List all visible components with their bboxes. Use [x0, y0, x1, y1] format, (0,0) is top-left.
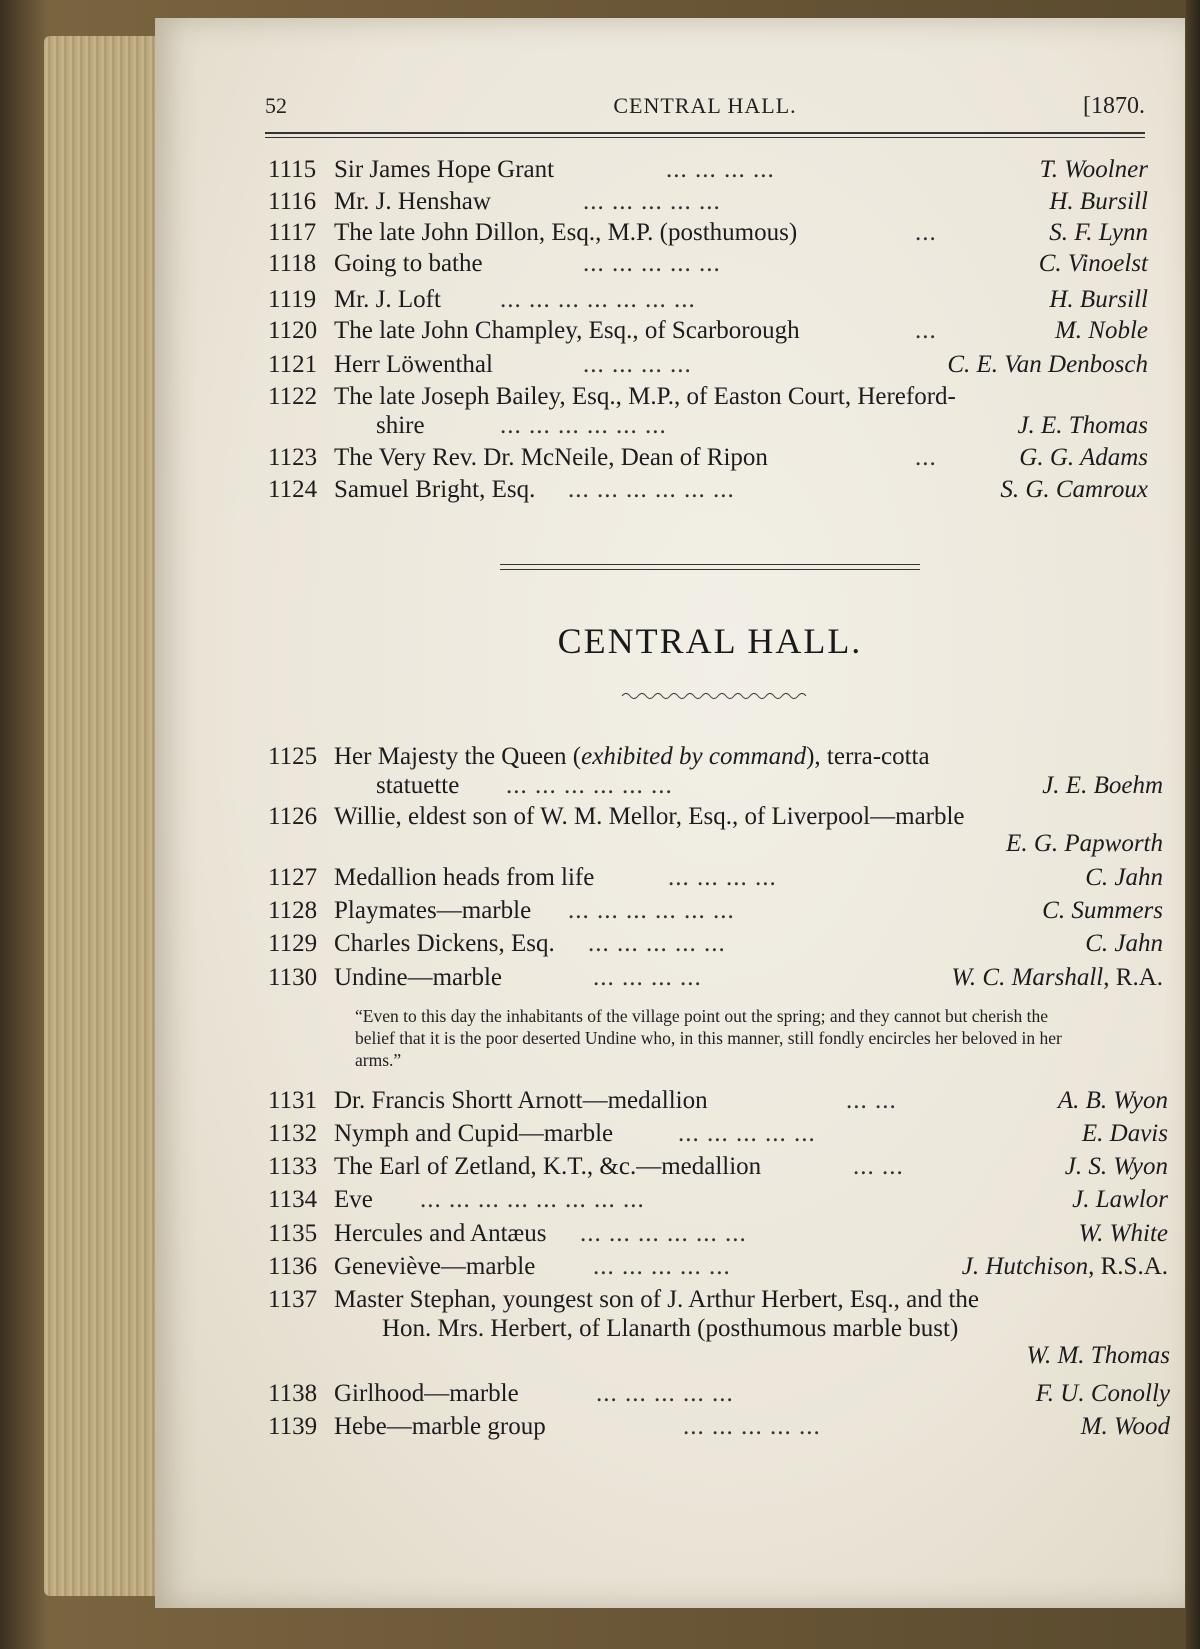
entry-title: Sir James Hope Grant: [334, 156, 555, 183]
entry-number: 1136: [268, 1253, 318, 1280]
leader-dots: ... ... ... ... ... ... ... ...: [420, 1186, 645, 1213]
entry-title: Willie, eldest son of W. M. Mellor, Esq., of Liverpool—marble: [334, 803, 965, 830]
catalogue-entry: [268, 1087, 1168, 1119]
entry-number: 1131: [268, 1087, 318, 1114]
catalogue-entry: [268, 1286, 1170, 1318]
catalogue-entry-continuation: [268, 830, 1163, 862]
leader-dots: ... ... ... ... ...: [678, 1120, 816, 1147]
entry-artist: J. E. Boehm: [1042, 772, 1163, 799]
leader-dots: ... ... ... ...: [583, 351, 692, 378]
entry-title: Herr Löwenthal: [334, 351, 493, 378]
catalogue-entry: [268, 1186, 1168, 1218]
leader-dots: ... ... ... ...: [593, 964, 702, 991]
entry-artist: [951, 964, 1163, 992]
running-header: [265, 93, 1145, 123]
entry-artist: C. Vinoelst: [1038, 250, 1148, 277]
header-rule-thick: [265, 132, 1145, 134]
catalogue-entry: [268, 1380, 1170, 1412]
entry-number: 1123: [268, 444, 318, 471]
entry-title: The Very Rev. Dr. McNeile, Dean of Ripon: [334, 444, 768, 471]
leader-dots: ... ... ... ... ...: [593, 1253, 731, 1280]
entry-artist: W. M. Thomas: [1026, 1342, 1170, 1369]
entry-artist: C. E. Van Denbosch: [947, 351, 1148, 378]
entry-title: [334, 743, 930, 771]
entry-artist: W. White: [1078, 1220, 1168, 1247]
entry-title-continued: Hon. Mrs. Herbert, of Llanarth (posthumous marble bust): [382, 1315, 959, 1342]
leader-dots: ... ... ... ... ...: [588, 930, 726, 957]
leader-dots: ... ... ... ...: [666, 156, 775, 183]
entry-number: 1133: [268, 1153, 318, 1180]
entry-artist: T. Woolner: [1039, 156, 1148, 183]
entry-title: Undine—marble: [334, 964, 503, 991]
catalogue-entry: [268, 250, 1148, 282]
catalogue-entry: [268, 1153, 1168, 1185]
catalogue-entry: [268, 219, 1148, 251]
entry-title: Hebe—marble group: [334, 1413, 546, 1440]
entry-artist: [962, 1253, 1168, 1281]
catalogue-entry: [268, 743, 1163, 775]
catalogue-entry: [268, 897, 1163, 929]
entry-title: Eve: [334, 1186, 373, 1213]
entry-title-italic: exhibited by command: [581, 743, 807, 770]
entry-artist: M. Wood: [1080, 1413, 1170, 1440]
entry-title: Nymph and Cupid—marble: [334, 1120, 614, 1147]
entry-title: Master Stephan, youngest son of J. Arthur Herbert, Esq., and the: [334, 1286, 980, 1313]
entry-artist: E. Davis: [1081, 1120, 1168, 1147]
entry-title: Playmates—marble: [334, 897, 532, 924]
catalogue-entry-continuation: [268, 1342, 1170, 1374]
entry-artist: C. Jahn: [1085, 930, 1163, 957]
entry-artist: J. Lawlor: [1072, 1186, 1168, 1213]
entry-number: 1119: [268, 286, 317, 313]
artist-name: W. C. Marshall: [951, 964, 1104, 991]
entry-artist: S. F. Lynn: [1049, 219, 1148, 246]
entry-artist: F. U. Conolly: [1035, 1380, 1170, 1407]
entry-number: 1116: [268, 188, 317, 215]
entry-artist: H. Bursill: [1049, 188, 1148, 215]
entry-number: 1118: [268, 250, 317, 277]
entry-title-continued: statuette: [376, 772, 460, 799]
catalogue-entry: [268, 1253, 1168, 1285]
header-rule-thin: [265, 137, 1145, 138]
entry-title: Charles Dickens, Esq.: [334, 930, 555, 957]
leader-dots: ... ... ... ... ...: [583, 188, 721, 215]
catalogue-entry: [268, 317, 1148, 349]
entry-number: 1121: [268, 351, 318, 378]
artist-name: J. Hutchison: [961, 1253, 1089, 1280]
entry-number: 1137: [268, 1286, 318, 1313]
section-divider-rule: [500, 569, 920, 570]
entry-title: The late John Champley, Esq., of Scarborough: [334, 317, 800, 344]
entry-number: 1128: [268, 897, 318, 924]
catalogue-entry: [268, 1120, 1168, 1152]
entry-artist: C. Summers: [1042, 897, 1163, 924]
entry-title: Going to bathe: [334, 250, 483, 277]
entry-number: 1138: [268, 1380, 318, 1407]
leader-dots: ... ... ... ... ... ...: [568, 897, 735, 924]
entry-title: Medallion heads from life: [334, 864, 595, 891]
leader-dots: ... ... ... ... ... ...: [506, 772, 673, 799]
catalogue-entry: [268, 286, 1148, 318]
catalogue-entry: [268, 444, 1148, 476]
artist-suffix: , R.A.: [1103, 964, 1163, 991]
entry-artist: J. E. Thomas: [1017, 412, 1148, 439]
entry-title: Mr. J. Loft: [334, 286, 441, 313]
running-title: CENTRAL HALL.: [613, 93, 797, 118]
entry-title: The late John Dillon, Esq., M.P. (posthumous): [334, 219, 798, 246]
entry-artist: E. G. Papworth: [1006, 830, 1163, 857]
catalogue-entry: [268, 864, 1163, 896]
entry-title: The late Joseph Bailey, Esq., M.P., of Easton Court, Hereford-: [334, 383, 956, 410]
entry-number: 1139: [268, 1413, 318, 1440]
entry-title: Girlhood—marble: [334, 1380, 519, 1407]
entry-artist: H. Bursill: [1049, 286, 1148, 313]
entry-number: 1126: [268, 803, 318, 830]
entry-number: 1120: [268, 317, 318, 344]
catalogue-entry-continuation: [268, 412, 1148, 444]
entry-number: 1117: [268, 219, 317, 246]
leader-dots: ... ... ... ... ...: [583, 250, 721, 277]
catalogue-entry: [268, 188, 1148, 220]
leader-dots: ... ... ... ... ... ... ...: [500, 286, 696, 313]
entry-number: 1132: [268, 1120, 318, 1147]
catalogue-entry: [268, 1220, 1168, 1252]
entry-number: 1130: [268, 964, 318, 991]
section-divider-rule: [500, 564, 920, 565]
entry-number: 1124: [268, 476, 318, 503]
section-title: CENTRAL HALL.: [557, 621, 863, 661]
catalogue-entry: [268, 1413, 1170, 1445]
entry-number: 1135: [268, 1220, 318, 1247]
entry-artist: A. B. Wyon: [1057, 1087, 1168, 1114]
catalogue-entry: [268, 351, 1148, 383]
entry-number: 1125: [268, 743, 318, 770]
book-spine-edge: [1186, 0, 1200, 1649]
catalogue-entry-continuation: [268, 772, 1163, 804]
entry-number: 1134: [268, 1186, 318, 1213]
catalogue-entry: [268, 930, 1163, 962]
leader-dots: ... ...: [846, 1087, 897, 1114]
catalogue-entry: [268, 383, 1148, 415]
leader-dots: ... ...: [853, 1153, 904, 1180]
entry-title: Samuel Bright, Esq.: [334, 476, 536, 503]
entry-number: 1122: [268, 383, 318, 410]
leader-dots: ... ... ... ... ...: [683, 1413, 821, 1440]
catalogue-entry: [268, 964, 1163, 996]
entry-artist: C. Jahn: [1085, 864, 1163, 891]
entry-artist: J. S. Wyon: [1064, 1153, 1168, 1180]
page-number: 52: [265, 93, 287, 118]
artist-suffix: , R.S.A.: [1088, 1253, 1168, 1280]
leader-dots: ...: [915, 444, 937, 471]
leader-dots: ... ... ... ...: [668, 864, 777, 891]
catalogue-entry: [268, 476, 1148, 508]
entry-number: 1127: [268, 864, 318, 891]
leader-dots: ... ... ... ... ... ...: [500, 412, 667, 439]
leader-dots: ... ... ... ... ... ...: [580, 1220, 747, 1247]
entry-title: Hercules and Antæus: [334, 1220, 547, 1247]
leader-dots: ... ... ... ... ... ...: [568, 476, 735, 503]
ornamental-squiggle: [620, 690, 810, 702]
entry-title: The Earl of Zetland, K.T., &c.—medallion: [334, 1153, 762, 1180]
entry-title: Mr. J. Henshaw: [334, 188, 491, 215]
entry-number: 1129: [268, 930, 318, 957]
entry-title: Geneviève—marble: [334, 1253, 536, 1280]
running-year: [1870.: [1083, 93, 1145, 119]
entry-artist: S. G. Camroux: [1000, 476, 1148, 503]
entry-artist: G. G. Adams: [1019, 444, 1148, 471]
undine-quotation: “Even to this day the inhabitants of the village point out the spring; and they cannot but cherish the belief that it is the poor deserted Undine who, in this manner, still fondly encircles her beloved in her arms.”: [355, 1006, 1062, 1070]
entry-title-continued: shire: [376, 412, 425, 439]
leader-dots: ...: [915, 219, 937, 246]
entry-title-part: ), terra-cotta: [806, 743, 930, 770]
leader-dots: ... ... ... ... ...: [596, 1380, 734, 1407]
entry-number: 1115: [268, 156, 317, 183]
entry-title: Dr. Francis Shortt Arnott—medallion: [334, 1087, 708, 1114]
leader-dots: ...: [915, 317, 937, 344]
entry-artist: M. Noble: [1054, 317, 1148, 344]
catalogue-entry: [268, 156, 1148, 188]
entry-title-part: Her Majesty the Queen (: [334, 743, 582, 770]
